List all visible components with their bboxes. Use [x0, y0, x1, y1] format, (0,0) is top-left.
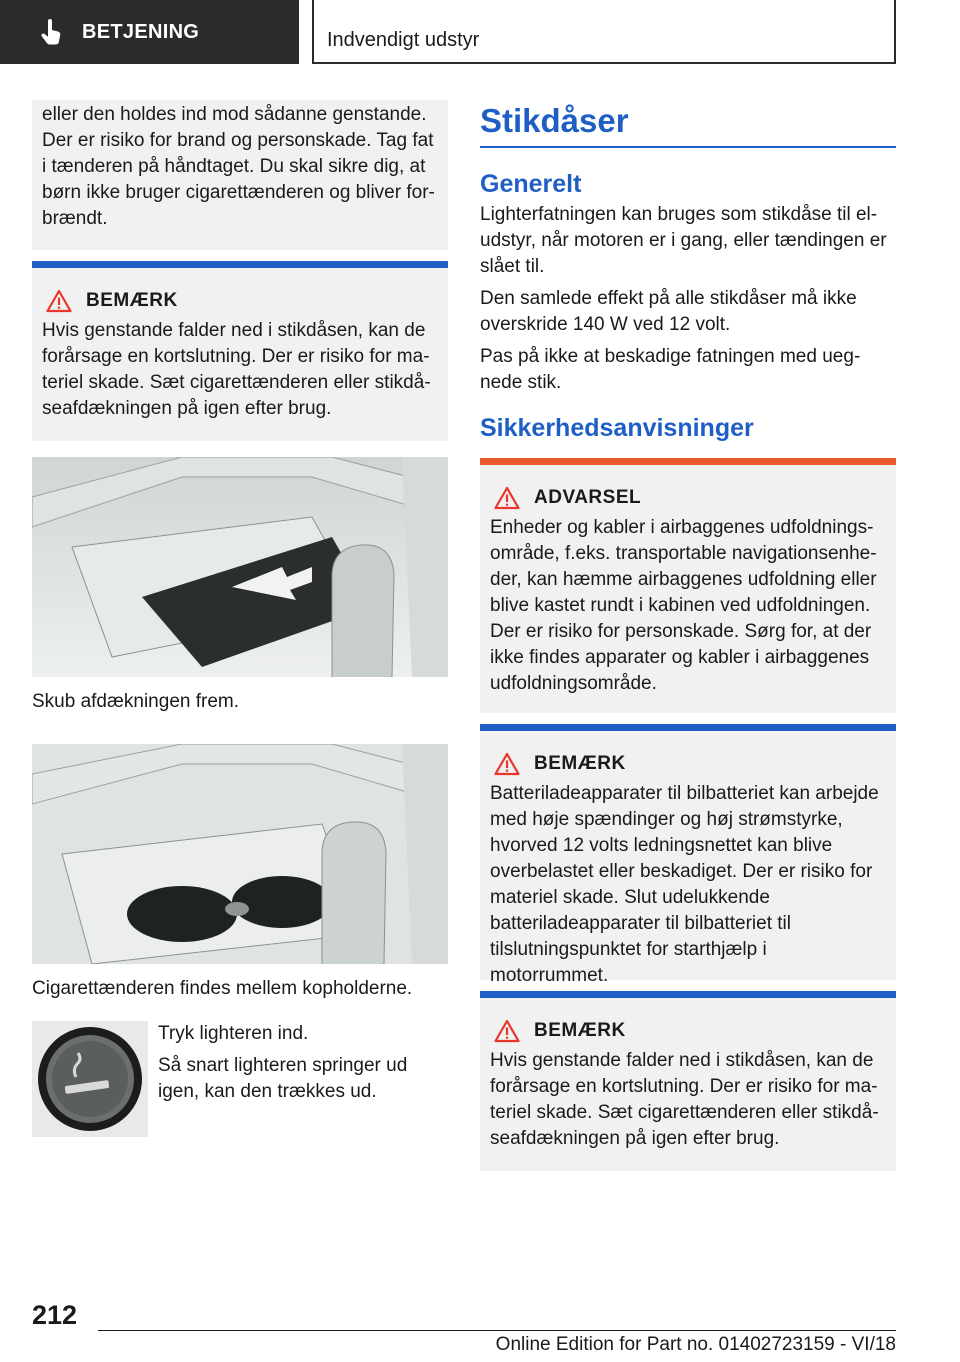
safety-heading: Sikkerhedsanvisninger — [480, 414, 754, 442]
lighter-step-1: Tryk lighteren ind. — [158, 1023, 309, 1044]
general-paragraph-3: Pas på ikke at beskadige fatningen med uegnede stik. — [480, 346, 861, 393]
header-section-title: Indvendigt udstyr — [327, 29, 480, 51]
warning-triangle-icon — [46, 289, 72, 313]
photo-cupholder — [32, 744, 448, 964]
warning-box — [480, 458, 896, 713]
warning-triangle-icon — [494, 486, 520, 510]
note-3-text: Hvis genstande falder ned i stikdåsen, kan de forårsage en kortslutning. Der er risiko for materiel skade. Sæt cigarettænderen eller stikdåseafdækningen på igen efter brug. — [490, 1050, 879, 1149]
note-box-1 — [32, 261, 448, 441]
general-paragraph-2: Den samlede effekt på alle stikdåser må ikke overskride 140 W ved 12 volt. — [480, 288, 857, 335]
warning-text: Enheder og kabler i airbaggenes udfoldningsområde, f.eks. transportable navigationsenheder, kan hæmme airbaggenes udfoldning eller blive kastet rundt i kabinen ved udfoldningen. Der er risiko for personskade. Sørg for, at der ikke findes apparater og kabler i airbaggenes udfoldningsområde. — [490, 517, 877, 694]
warning-triangle-icon — [494, 1019, 520, 1043]
lighter-step-2: Så snart lighteren springer ud igen, kan den trækkes ud. — [158, 1055, 408, 1102]
continued-warning-box — [32, 100, 448, 250]
photo-2-caption: Cigarettænderen findes mellem kopholderne. — [32, 978, 413, 999]
note-2-text: Batteriladeapparater til bilbatteriet kan arbejde med høje spændinger og høj strømstyrke, hvorved 12 volts ledningsnettet kan blive overbelastet eller beskadiget. Der er risiko for materiel skade. Slut udelukkende batteriladeapparater til bilbatteriet til tilslutningspunktet for starthjælp i motorrummet. — [490, 783, 879, 986]
general-paragraph-1: Lighterfatningen kan bruges som stikdåse til eludstyr, når motoren er i gang, eller tændingen er slået til. — [480, 204, 887, 277]
note-3-title: BEMÆRK — [534, 1020, 626, 1041]
header-tab-label: BETJENING — [82, 20, 200, 43]
warning-triangle-icon — [494, 752, 520, 776]
note-box-3 — [480, 991, 896, 1171]
note-box-2 — [480, 724, 896, 986]
continued-warning-text: eller den holdes ind mod sådanne genstande. Der er risiko for brand og personskade. Tag fat i tænderen på håndtaget. Du skal sikre dig, at børn ikke bruger cigarettænderen og bliver forbrændt. — [42, 104, 435, 229]
lighter-image — [32, 1021, 148, 1137]
header-tab — [0, 0, 299, 64]
lighter-instructions — [32, 1021, 448, 1141]
right-column — [480, 100, 896, 1171]
footer-divider — [98, 1330, 896, 1331]
left-column — [32, 100, 448, 1141]
note-2-title: BEMÆRK — [534, 753, 626, 774]
header-section-box — [312, 0, 896, 64]
photo-cover-slide — [32, 457, 448, 677]
note-1-text: Hvis genstande falder ned i stikdåsen, kan de forårsage en kortslutning. Der er risiko for materiel skade. Sæt cigarettænderen eller stikdåseafdækningen på igen efter brug. — [42, 320, 431, 419]
section-title: Stikdåser — [480, 100, 896, 148]
page-number: 212 — [32, 1300, 78, 1330]
photo-1-caption: Skub afdækningen frem. — [32, 691, 240, 712]
note-1-title: BEMÆRK — [86, 290, 178, 311]
hand-pointer-icon — [40, 19, 64, 45]
general-heading: Generelt — [480, 170, 582, 198]
warning-title: ADVARSEL — [534, 487, 642, 508]
footer-edition: Online Edition for Part no. 01402723159 - VI/18 — [495, 1334, 896, 1355]
